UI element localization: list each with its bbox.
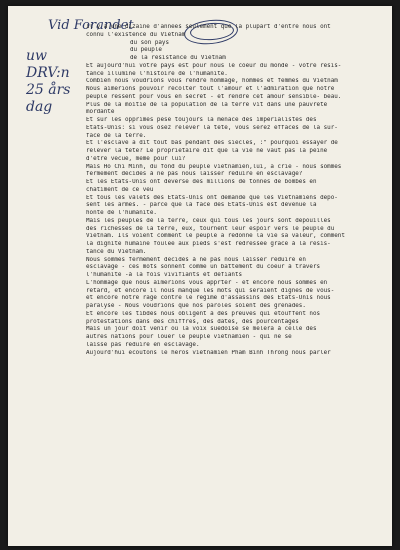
typed-line: Nous sommes fermement décidés à ne pas nous laisser réduire en <box>86 256 306 263</box>
typed-line: Plus de la moitié de la population de la terre vit dans une pauvreté <box>86 101 328 108</box>
typed-line: Et aujourd'hui votre pays est pour nous le coeur du monde - votre résis- <box>86 62 342 69</box>
typed-line: relever la tete? Le propriétaire dit que la vie ne vaut pas la peine <box>86 148 328 154</box>
typed-line: Aujourd'hui écoutons le héros vietnamien Pham Binh Throng nous parler <box>86 349 331 356</box>
margin-note-line: dag <box>26 99 53 115</box>
typed-line: connu l'existence du Vietnam <box>86 31 186 38</box>
typed-line: fermement décidés à ne pas nous laisser réduire en esclavage? <box>86 171 303 178</box>
typed-line: Et les Etats-Unis ont deversé des millions de tonnes de bombes en <box>86 179 317 185</box>
typed-line: du peuple <box>130 47 162 54</box>
typed-line: l'humanité -à la fois vivifiants et défiants <box>86 272 243 278</box>
typed-line: Etats-Unis: si vous osez relever la tete, vous serez effacés de la sur- <box>86 124 338 131</box>
typed-line: la dignité humaine foulée aux pieds s'est redressée grace à la résis- <box>86 241 331 247</box>
typed-line: Mais les peuples de la terre, ceux qui tous les jours sont dépouillés <box>86 217 331 224</box>
typed-line: paralyse - Nous voudrions que nos paroles soient des grenades. <box>86 303 306 309</box>
typed-line: Vietnam. Ils voient comment le peuple a redonné la vie sa valeur, comment <box>86 233 345 240</box>
typed-line: Et encore les tibdes nous obligent à des preuves qui étouffent nos <box>86 310 321 317</box>
handwritten-heading: Vid Forandet <box>48 18 134 33</box>
typed-line: tance du Vietnam. <box>86 248 147 255</box>
typed-line: Mais Ho Chi Minh, du fond du peuple vietnamien,lui, a crié - nous sommes <box>86 163 342 170</box>
typed-line: Mais un jour doit venir où la voix suédoise se melera à celle des <box>86 326 317 333</box>
typed-line: Et sur les opprimés pèse toujours la menace des impérialistes des <box>86 117 317 123</box>
document-page <box>8 6 392 546</box>
typed-line: d'etre vécue, meme pour lui? <box>86 155 186 162</box>
typed-line: Nous aimerions pouvoir récolter tout l'amour et l'admiration que notre <box>86 86 335 92</box>
typed-line: Et tous les valets des Etats-Unis ont demandé que les Vietnamiens dépo- <box>86 194 338 201</box>
typed-line: esclavage - ces mots sonnent comme un battement du coeur à travers <box>86 264 321 271</box>
typed-line: Il y a une dizaine d'années seulement que la plupart d'entre nous ont <box>86 24 331 30</box>
typed-line: face de la terre. <box>86 132 147 139</box>
typed-line: Et l'esclave a dit tout bas pendant des siècles, :" pourquoi essayer de <box>86 140 338 147</box>
typed-line: mordante <box>86 109 115 116</box>
typed-line: L'hommage que nous aimerions vous apprter - et encore nous sommes en <box>86 279 328 286</box>
margin-note-line: DRV:n <box>26 65 70 81</box>
typed-line: Combien nous voudrions vous rendre hommage, hommes et femmes du Vietnam <box>86 78 338 85</box>
typed-line: protestations dans des chiffres, des dates, des pourcentages <box>86 318 299 325</box>
typed-line: du son pays <box>130 39 170 46</box>
typed-line: sent les armes. - parce que la face des Etats-Unis est devenue la <box>86 202 317 209</box>
typed-line: retard, et encore il nous manque les mots qui seraient dignes de vous- <box>86 287 335 294</box>
typed-line: peuple ressent pour vous en secret - et rendre cet amour sensible- beau. <box>86 93 342 100</box>
typed-line: honte de l'humanité. <box>86 210 157 216</box>
typed-line: laisse pas réduire en esclavage. <box>86 341 200 348</box>
typed-line: et encore notre rage contre le régime d'assassins des Etats-Unis nous <box>86 295 331 302</box>
typed-line: tance illumine l'histoire de l'humanité. <box>86 70 228 77</box>
margin-note-line: uw <box>26 48 47 64</box>
typed-line: autres nations pour louer le peuple vietnamien - qui ne se <box>86 334 292 340</box>
typed-line: des richesses de la terre, eux, tournent leur espoir vers le peuple du <box>86 225 335 232</box>
typed-line: chatiment de ce veu <box>86 186 154 193</box>
typewritten-body <box>86 24 386 357</box>
typed-line: de la résistance du Vietnam <box>130 55 226 61</box>
margin-note-line: 25 års <box>26 82 71 98</box>
handwritten-margin-note <box>26 48 86 116</box>
